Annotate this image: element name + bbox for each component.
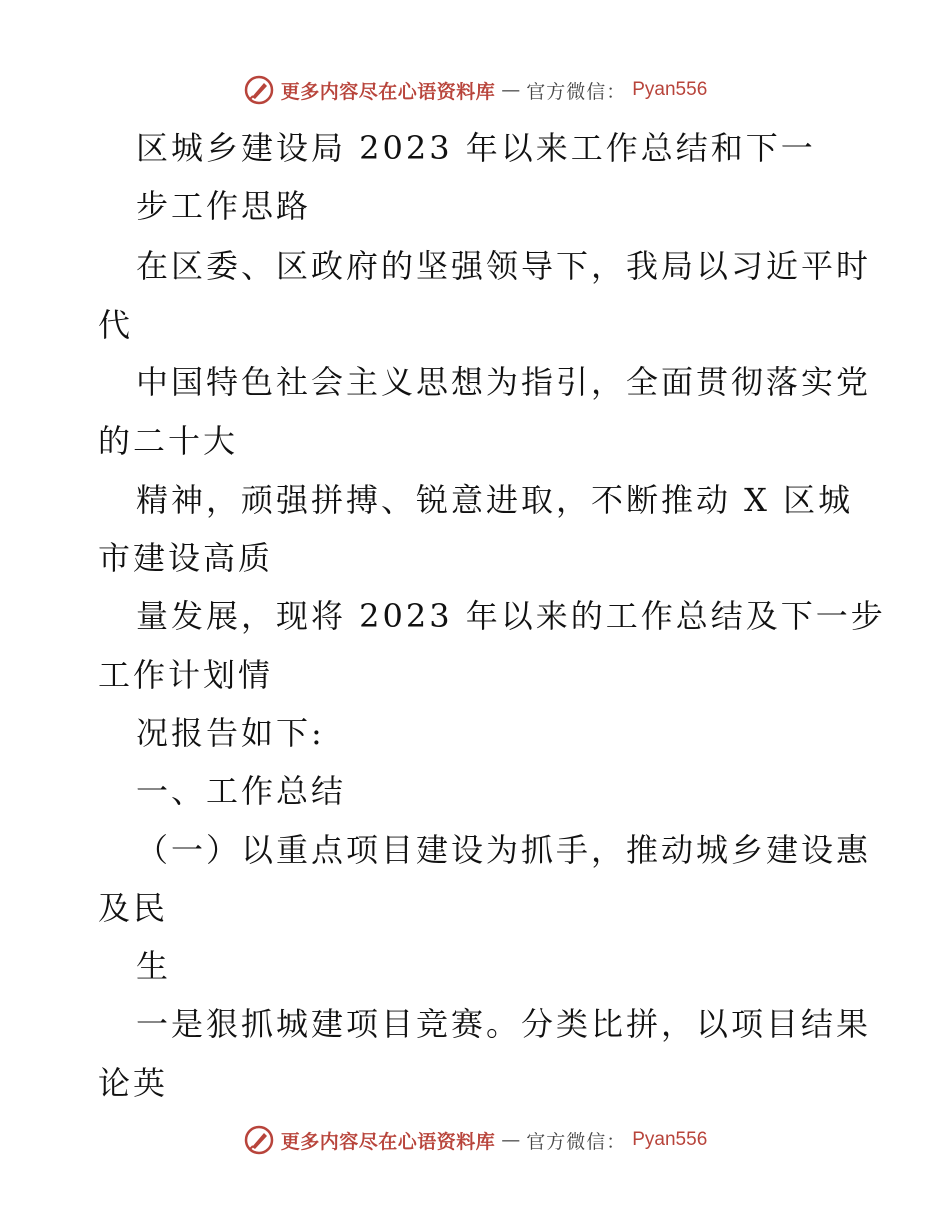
- banner-dash: —: [501, 1129, 521, 1151]
- banner-wechat-label: 官方微信：: [526, 1130, 627, 1153]
- paragraph-line: 代: [98, 306, 134, 344]
- banner-text: 更多内容尽在心语资料库: [280, 80, 496, 103]
- doc-title-line-1: 区城乡建设局 2023 年以来工作总结和下一: [136, 129, 816, 167]
- subsection-heading-cont: 及民: [98, 889, 169, 927]
- subsection-heading-cont: 生: [136, 947, 172, 985]
- footer-banner: [0, 1120, 950, 1160]
- paragraph-line: 况报告如下:: [136, 714, 325, 752]
- pen-logo-icon: [243, 1124, 275, 1156]
- paragraph-line: 量发展，现将 2023 年以来的工作总结及下一步: [136, 597, 886, 635]
- paragraph-line: 一是狠抓城建项目竞赛。分类比拼，以项目结果: [136, 1005, 872, 1043]
- paragraph-line: 论英: [98, 1064, 169, 1102]
- subsection-heading: （一）以重点项目建设为抓手，推动城乡建设惠: [136, 831, 872, 869]
- paragraph-line: 在区委、区政府的坚强领导下，我局以习近平时: [136, 247, 872, 285]
- paragraph-line: 中国特色社会主义思想为指引，全面贯彻落实党: [136, 363, 872, 401]
- banner-dash: —: [501, 79, 521, 101]
- header-banner: [0, 70, 950, 110]
- banner-text: 更多内容尽在心语资料库: [280, 1130, 496, 1153]
- banner-wechat-id: Pyan556: [632, 79, 708, 100]
- banner-wechat-id: Pyan556: [632, 1129, 708, 1150]
- pen-logo-icon: [243, 74, 275, 106]
- paragraph-line: 工作计划情: [98, 656, 274, 694]
- section-heading: 一、工作总结: [136, 772, 347, 810]
- paragraph-line: 精神，顽强拼搏、锐意进取，不断推动 X 区城: [136, 481, 854, 519]
- banner-wechat-label: 官方微信：: [526, 80, 627, 103]
- paragraph-line: 市建设高质: [98, 539, 274, 577]
- paragraph-line: 的二十大: [98, 422, 239, 460]
- doc-title-line-2: 步工作思路: [136, 187, 312, 225]
